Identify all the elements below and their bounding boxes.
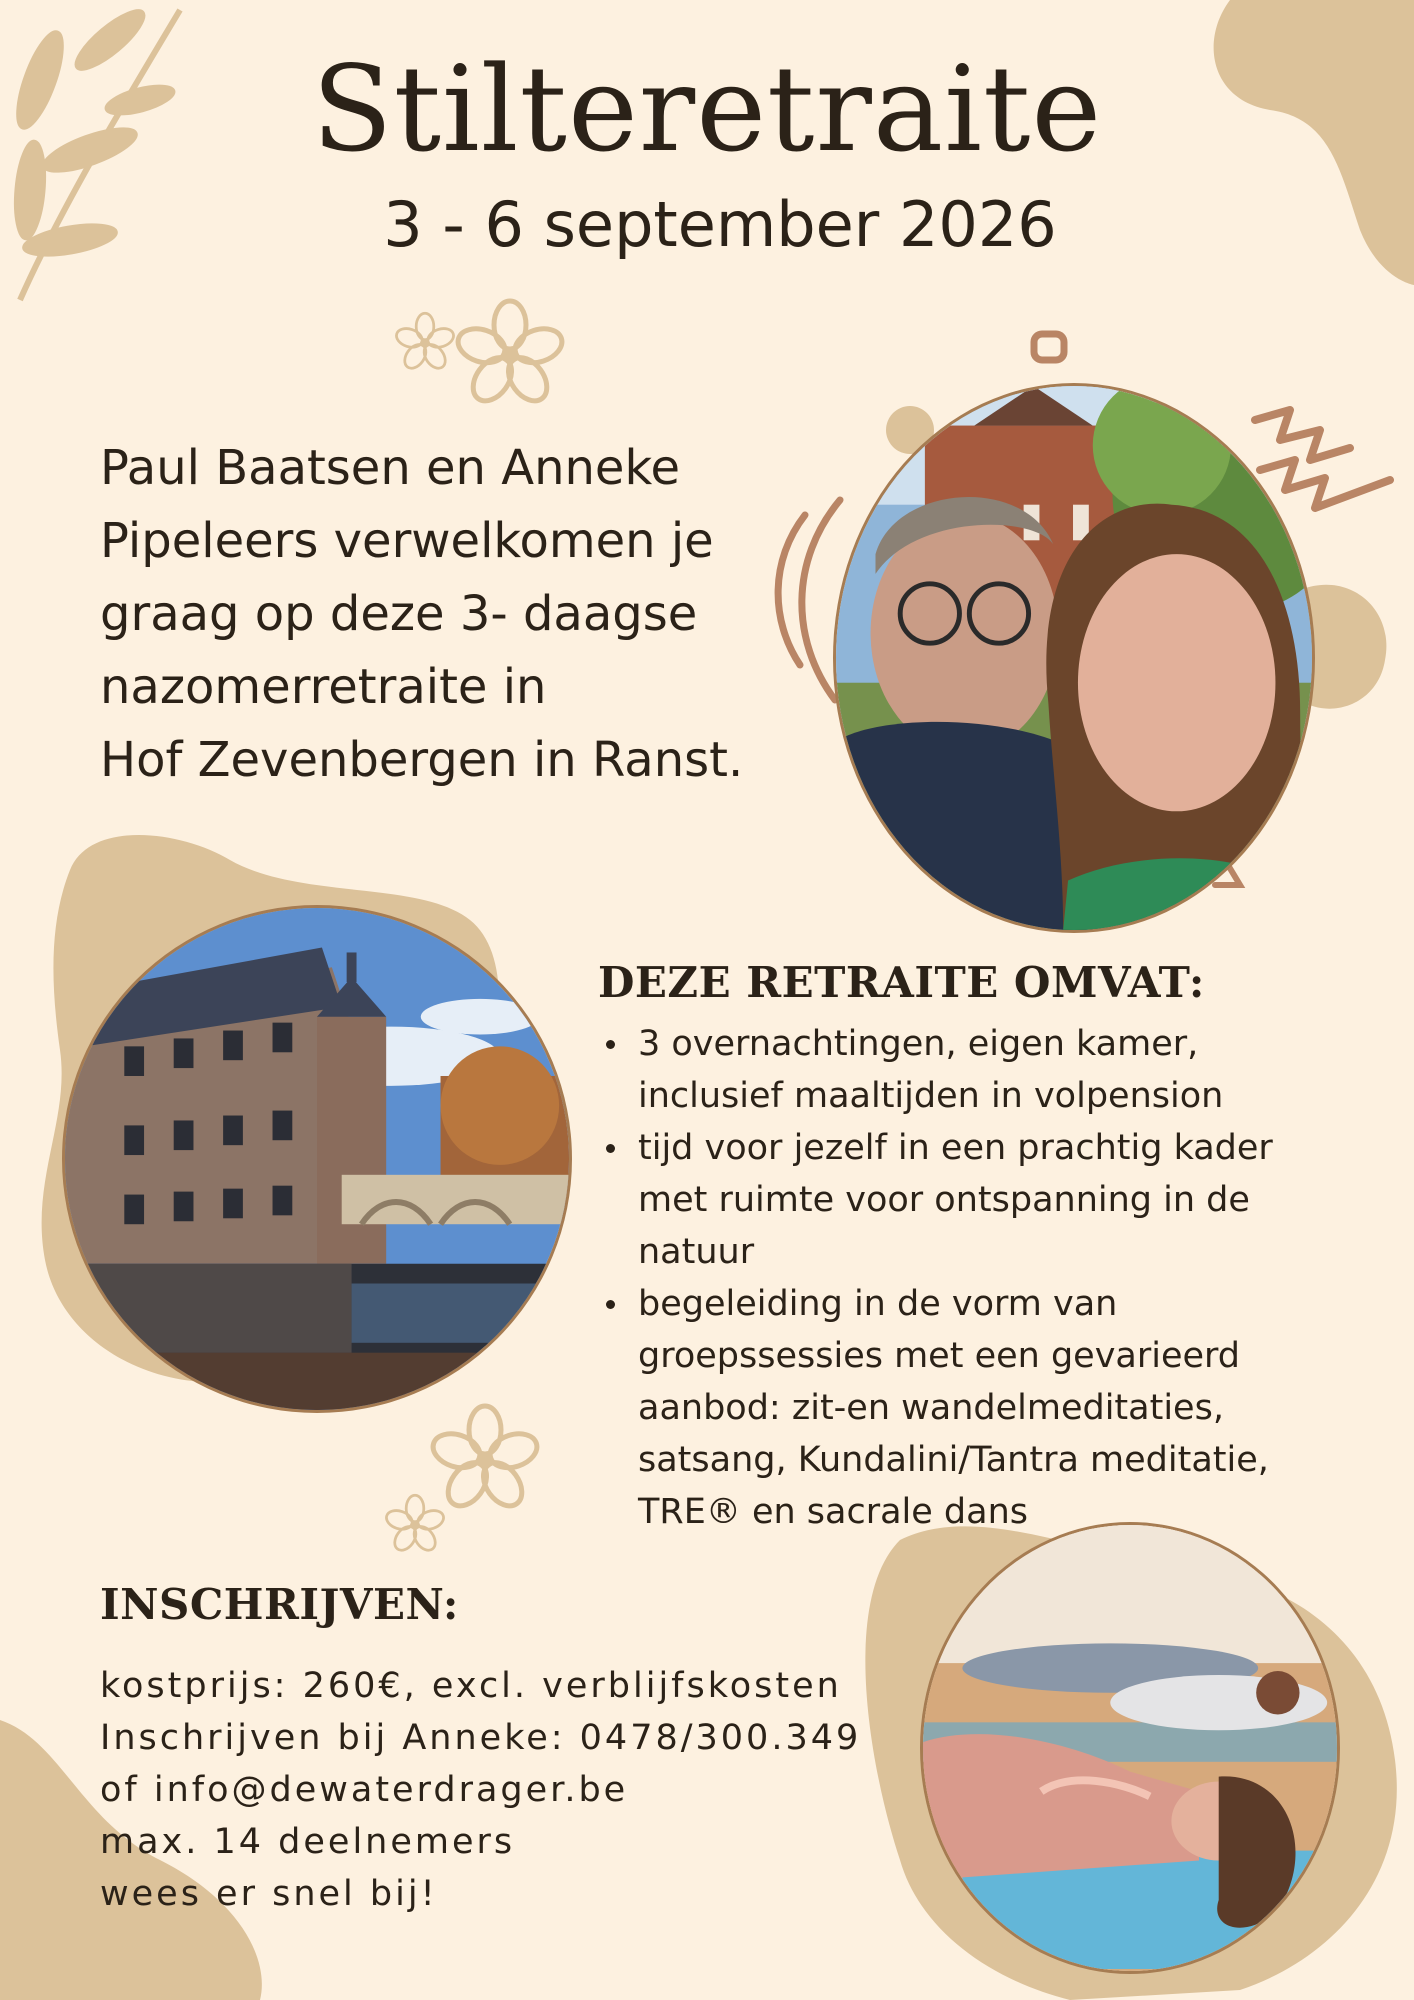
intro-line: Pipeleers verwelkomen je (100, 513, 714, 569)
zigzag-doodle (1255, 410, 1390, 508)
list-item: 3 overnachtingen, eigen kamer, inclusief maaltijden in volpension (598, 1018, 1318, 1122)
intro-line: graag op deze 3- daagse (100, 586, 698, 642)
intro-text (100, 432, 820, 797)
list-item: begeleiding in de vorm van groepssessies met een gevarieerd aanbod: zit-en wandelmeditaties, satsang, Kundalini/Tantra meditatie, TRE® en sacrale dans (598, 1278, 1318, 1538)
max-participants-line: max. 14 deelnemers (100, 1822, 516, 1862)
includes-list (598, 1018, 1318, 1538)
price-line: kostprijs: 260€, excl. verblijfskosten (100, 1666, 842, 1706)
email-line[interactable]: of info@dewaterdrager.be (100, 1770, 629, 1810)
flower-doodles-top (394, 301, 566, 408)
portrait-photo (833, 383, 1315, 933)
call-to-action-line: wees er snel bij! (100, 1874, 438, 1914)
event-date: 3 - 6 september 2026 (383, 188, 1057, 261)
page-title: Stilteretraite (311, 40, 1103, 178)
intro-line: nazomerretraite in (100, 659, 547, 715)
castle-photo (62, 905, 572, 1413)
rounded-square-doodle (1034, 334, 1064, 360)
includes-heading: DEZE RETRAITE OMVAT: (598, 958, 1205, 1007)
intro-line: Hof Zevenbergen in Ranst. (100, 732, 744, 788)
intro-line: Paul Baatsen en Anneke (100, 440, 681, 496)
registration-heading: INSCHRIJVEN: (100, 1580, 459, 1629)
flower-doodles-middle (384, 1406, 541, 1554)
yoga-photo (920, 1522, 1340, 1974)
registration-details (100, 1660, 861, 1920)
list-item: tijd voor jezelf in een prachtig kader met ruimte voor ontspanning in de natuur (598, 1122, 1318, 1278)
phone-line: Inschrijven bij Anneke: 0478/300.349 (100, 1718, 862, 1758)
